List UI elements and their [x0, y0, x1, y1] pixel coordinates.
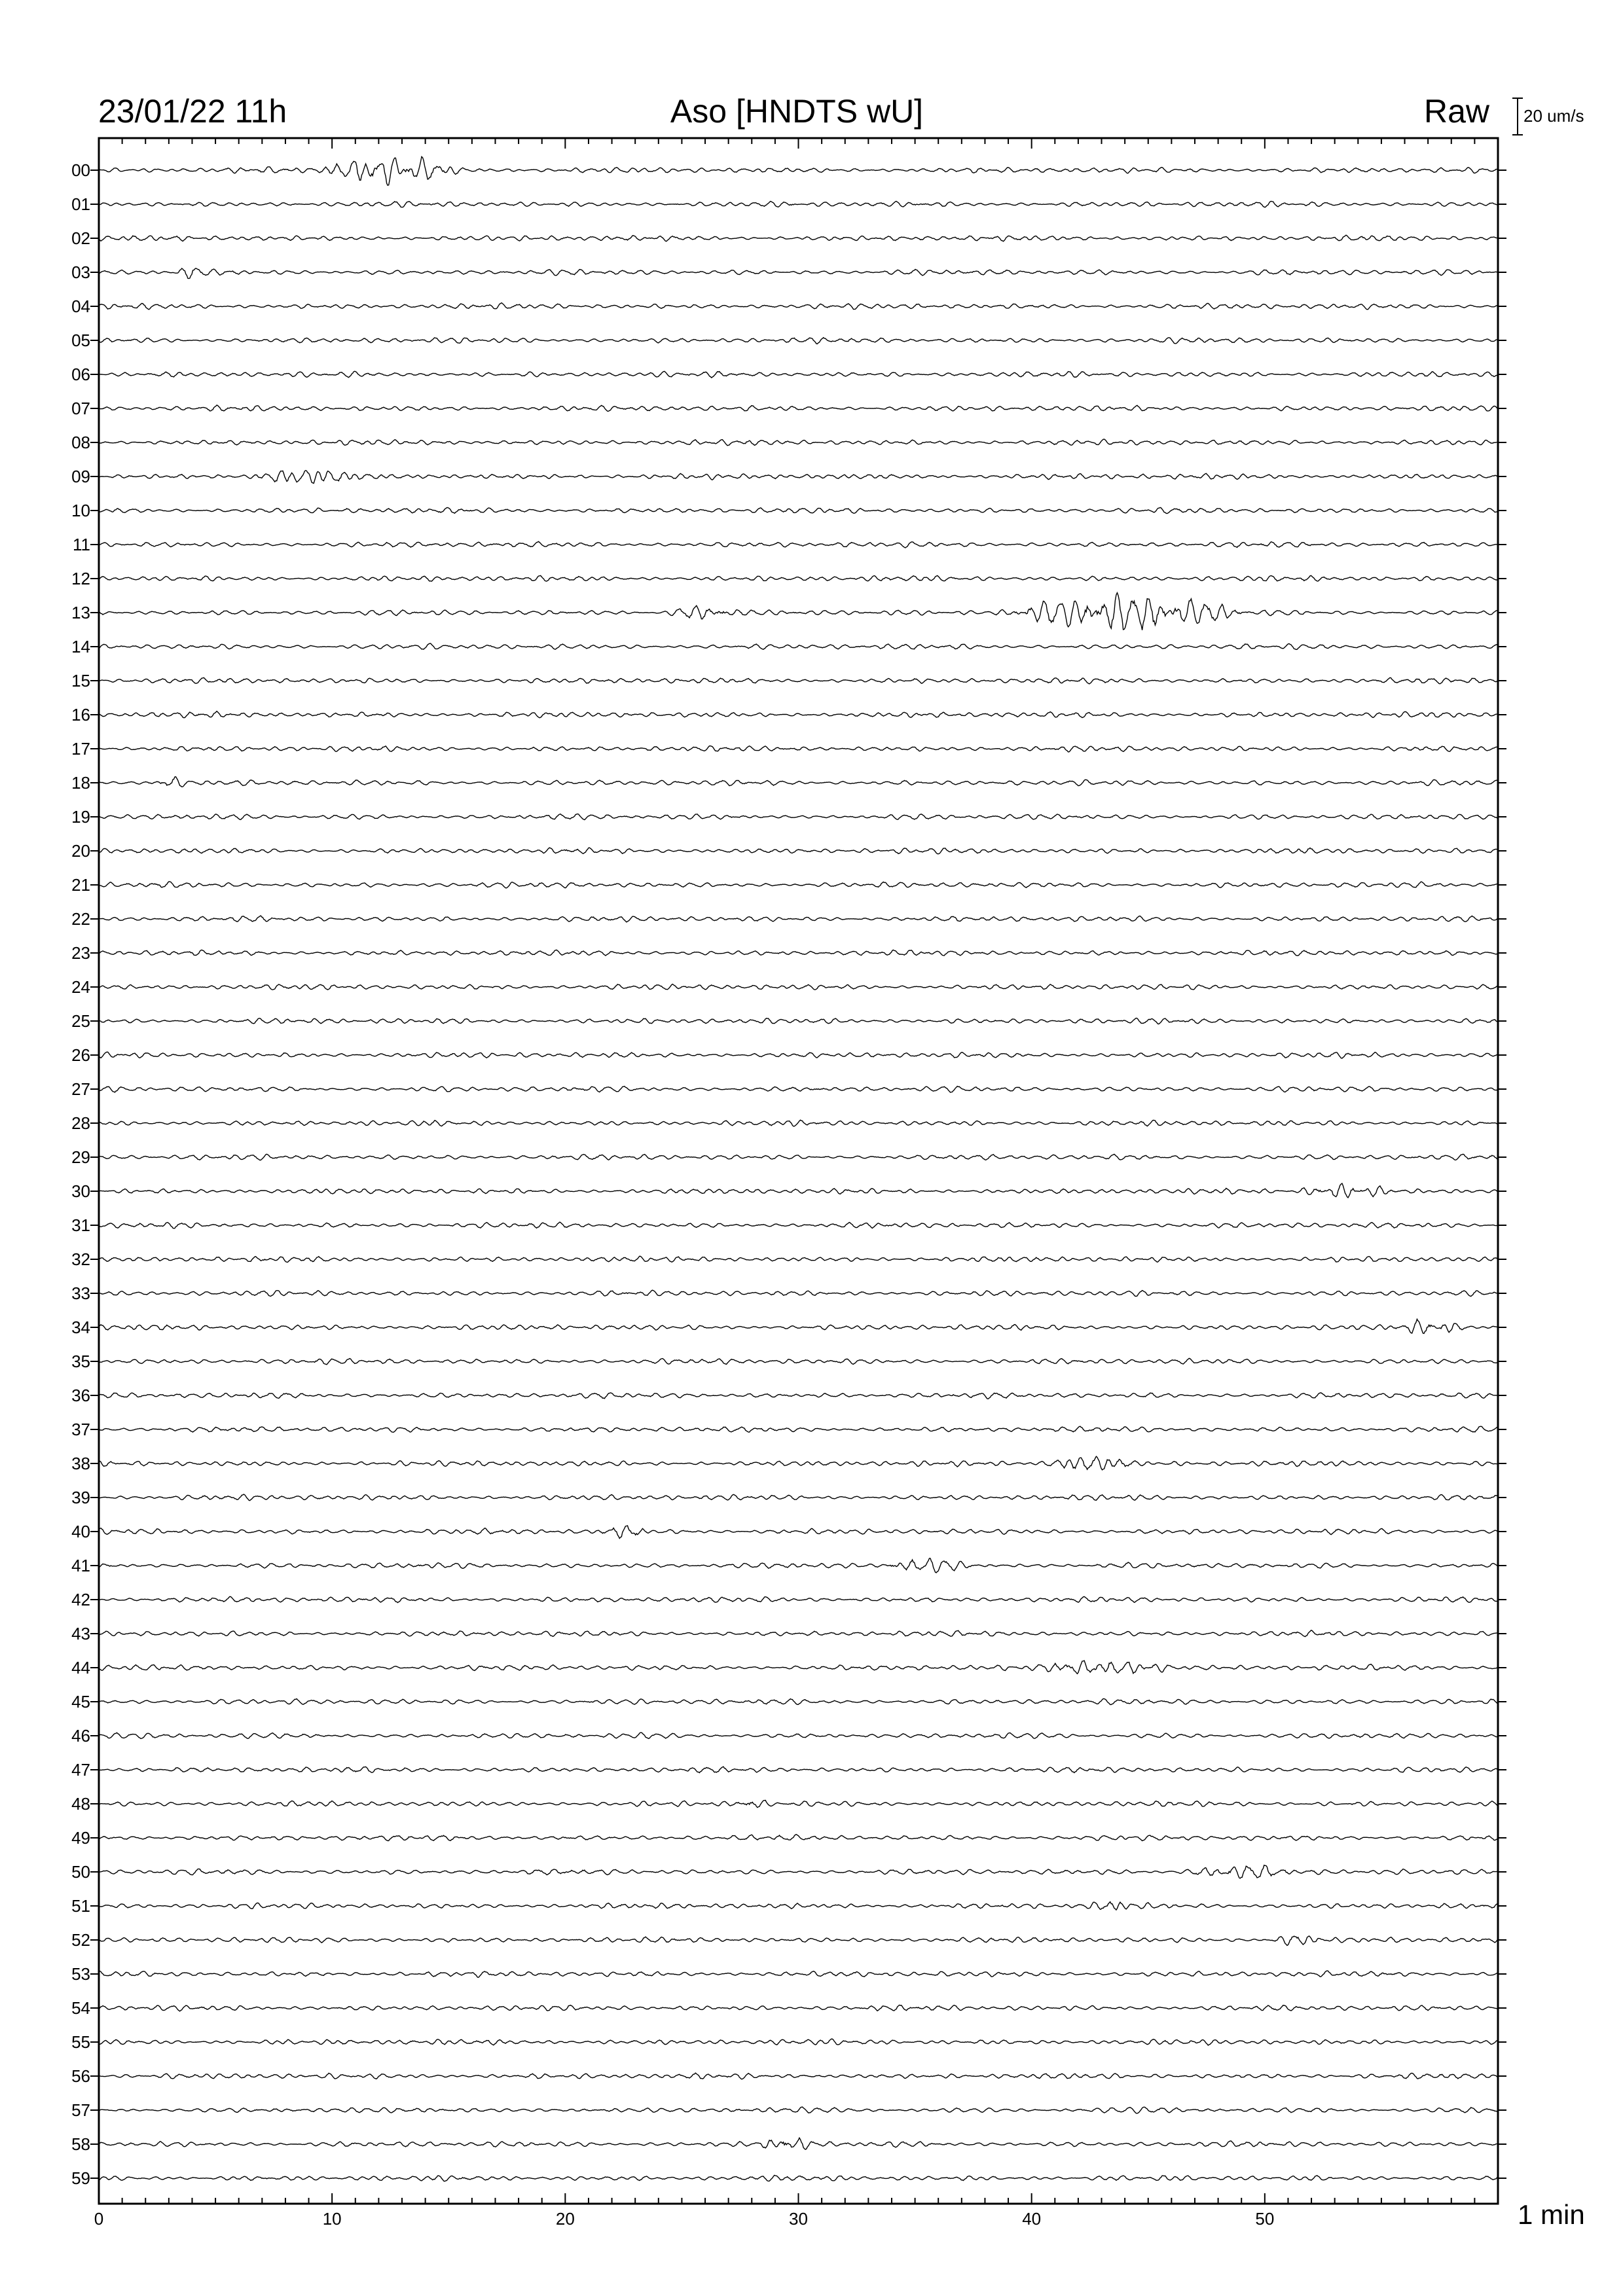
row-label: 10: [71, 501, 90, 520]
row-label: 45: [71, 1692, 90, 1712]
row-label: 43: [71, 1624, 90, 1643]
trace-row: [99, 471, 1498, 484]
trace-row: [99, 1801, 1498, 1808]
trace-row: [99, 1086, 1498, 1092]
trace-row: [99, 1018, 1498, 1024]
trace-row: [99, 643, 1498, 649]
trace-row: [99, 1596, 1498, 1602]
trace-row: [99, 1456, 1498, 1470]
row-label: 26: [71, 1045, 90, 1065]
row-label: 30: [71, 1181, 90, 1201]
row-label: 46: [71, 1726, 90, 1746]
trace-row: [99, 1120, 1498, 1126]
trace-row: [99, 575, 1498, 581]
row-label: 44: [71, 1658, 90, 1677]
row-label: 50: [71, 1862, 90, 1882]
row-label: 17: [71, 739, 90, 759]
row-label: 00: [71, 160, 90, 180]
row-label: 05: [71, 331, 90, 350]
row-label: 25: [71, 1011, 90, 1031]
scale-label: 20 um/s: [1523, 106, 1584, 126]
row-label: 01: [71, 194, 90, 214]
trace-row: [99, 2039, 1498, 2045]
trace-row: [99, 1558, 1498, 1573]
row-label: 14: [71, 637, 90, 656]
x-tick-label: 20: [555, 2209, 575, 2229]
trace-row: [99, 1426, 1498, 1432]
trace-row: [99, 268, 1498, 279]
row-label: 53: [71, 1964, 90, 1984]
trace-row: [99, 1630, 1498, 1637]
trace-row: [99, 1767, 1498, 1772]
trace-row: [99, 202, 1498, 207]
trace-row: [99, 1222, 1498, 1229]
trace-row: [99, 1660, 1498, 1674]
row-label: 38: [71, 1454, 90, 1473]
trace-row: [99, 1494, 1498, 1501]
trace-row: [99, 1154, 1498, 1160]
row-label: 37: [71, 1420, 90, 1439]
trace-row: [99, 1835, 1498, 1841]
row-label: 20: [71, 841, 90, 861]
x-tick-label: 30: [789, 2209, 808, 2229]
mode-label: Raw: [1423, 93, 1489, 130]
row-label: 19: [71, 807, 90, 827]
trace-row: [99, 2005, 1498, 2011]
trace-row: [99, 1699, 1498, 1705]
row-label: 58: [71, 2134, 90, 2154]
trace-row: [99, 1183, 1498, 1198]
row-label: 27: [71, 1079, 90, 1099]
row-label: 32: [71, 1249, 90, 1269]
x-tick-label: 10: [322, 2209, 342, 2229]
plot-frame: [99, 138, 1498, 2204]
trace-row: [99, 746, 1498, 752]
trace-row: [99, 777, 1498, 787]
trace-row: [99, 711, 1498, 718]
row-label: 06: [71, 365, 90, 384]
row-label: 47: [71, 1760, 90, 1780]
row-label: 52: [71, 1930, 90, 1950]
row-label: 39: [71, 1488, 90, 1507]
x-axis-tick-labels: [94, 2209, 1275, 2229]
row-label: 34: [71, 1318, 90, 1337]
trace-row: [99, 1319, 1498, 1334]
trace-row: [99, 814, 1498, 820]
row-label: 56: [71, 2066, 90, 2086]
trace-row: [99, 1358, 1498, 1365]
row-label: 42: [71, 1590, 90, 1609]
x-tick-label: 50: [1255, 2209, 1275, 2229]
trace-rows: [90, 156, 1506, 2181]
trace-row: [99, 1902, 1498, 1910]
trace-row: [99, 848, 1498, 854]
row-label: 03: [71, 262, 90, 282]
row-label: 51: [71, 1896, 90, 1916]
trace-row: [99, 1052, 1498, 1058]
x-axis-ticks: [99, 138, 1498, 2204]
trace-row: [99, 1290, 1498, 1296]
row-label: 49: [71, 1828, 90, 1848]
trace-row: [99, 1732, 1498, 1738]
row-label: 55: [71, 2032, 90, 2052]
trace-row: [99, 950, 1498, 956]
x-tick-label: 40: [1022, 2209, 1042, 2229]
row-label: 04: [71, 296, 90, 316]
x-axis-unit-label: 1 min: [1518, 2199, 1585, 2230]
row-label: 57: [71, 2100, 90, 2120]
scale-bar: [1512, 98, 1523, 135]
row-label: 07: [71, 399, 90, 418]
row-labels: [71, 160, 90, 2188]
row-label: 11: [73, 535, 90, 554]
row-label: 31: [71, 1215, 90, 1235]
row-label: 09: [71, 467, 90, 486]
trace-row: [99, 1865, 1498, 1878]
trace-row: [99, 1526, 1498, 1539]
trace-row: [99, 882, 1498, 888]
row-label: 02: [71, 228, 90, 248]
trace-row: [99, 593, 1498, 630]
row-label: 21: [71, 875, 90, 895]
trace-row: [99, 1971, 1498, 1977]
trace-row: [99, 235, 1498, 242]
trace-row: [99, 405, 1498, 411]
row-label: 12: [71, 569, 90, 588]
trace-row: [99, 156, 1498, 185]
row-label: 15: [71, 671, 90, 691]
x-tick-label: 0: [94, 2209, 104, 2229]
row-label: 29: [71, 1147, 90, 1167]
row-label: 35: [71, 1352, 90, 1371]
row-label: 23: [71, 943, 90, 963]
trace-row: [99, 541, 1498, 548]
trace-row: [99, 2176, 1498, 2181]
row-label: 18: [71, 773, 90, 793]
trace-row: [99, 984, 1498, 990]
row-label: 33: [71, 1283, 90, 1303]
trace-row: [99, 2073, 1498, 2079]
row-label: 36: [71, 1386, 90, 1405]
row-label: 59: [71, 2168, 90, 2188]
row-label: 16: [71, 705, 90, 725]
trace-row: [99, 338, 1498, 344]
trace-row: [99, 916, 1498, 922]
trace-row: [99, 677, 1498, 684]
station-title: Aso [HNDTS wU]: [670, 93, 924, 130]
trace-row: [99, 1256, 1498, 1262]
row-label: 54: [71, 1998, 90, 2018]
trace-row: [99, 1393, 1498, 1399]
trace-row: [99, 2138, 1498, 2149]
row-label: 24: [71, 977, 90, 997]
row-label: 48: [71, 1794, 90, 1814]
row-label: 13: [71, 603, 90, 622]
row-label: 08: [71, 433, 90, 452]
row-label: 22: [71, 909, 90, 929]
trace-row: [99, 2107, 1498, 2113]
trace-row: [99, 439, 1498, 446]
date-hour-label: 23/01/22 11h: [98, 93, 287, 130]
row-label: 28: [71, 1113, 90, 1133]
trace-row: [99, 507, 1498, 513]
trace-row: [99, 1936, 1498, 1945]
row-label: 40: [71, 1522, 90, 1541]
trace-row: [99, 371, 1498, 378]
trace-row: [99, 303, 1498, 310]
row-label: 41: [71, 1556, 90, 1575]
